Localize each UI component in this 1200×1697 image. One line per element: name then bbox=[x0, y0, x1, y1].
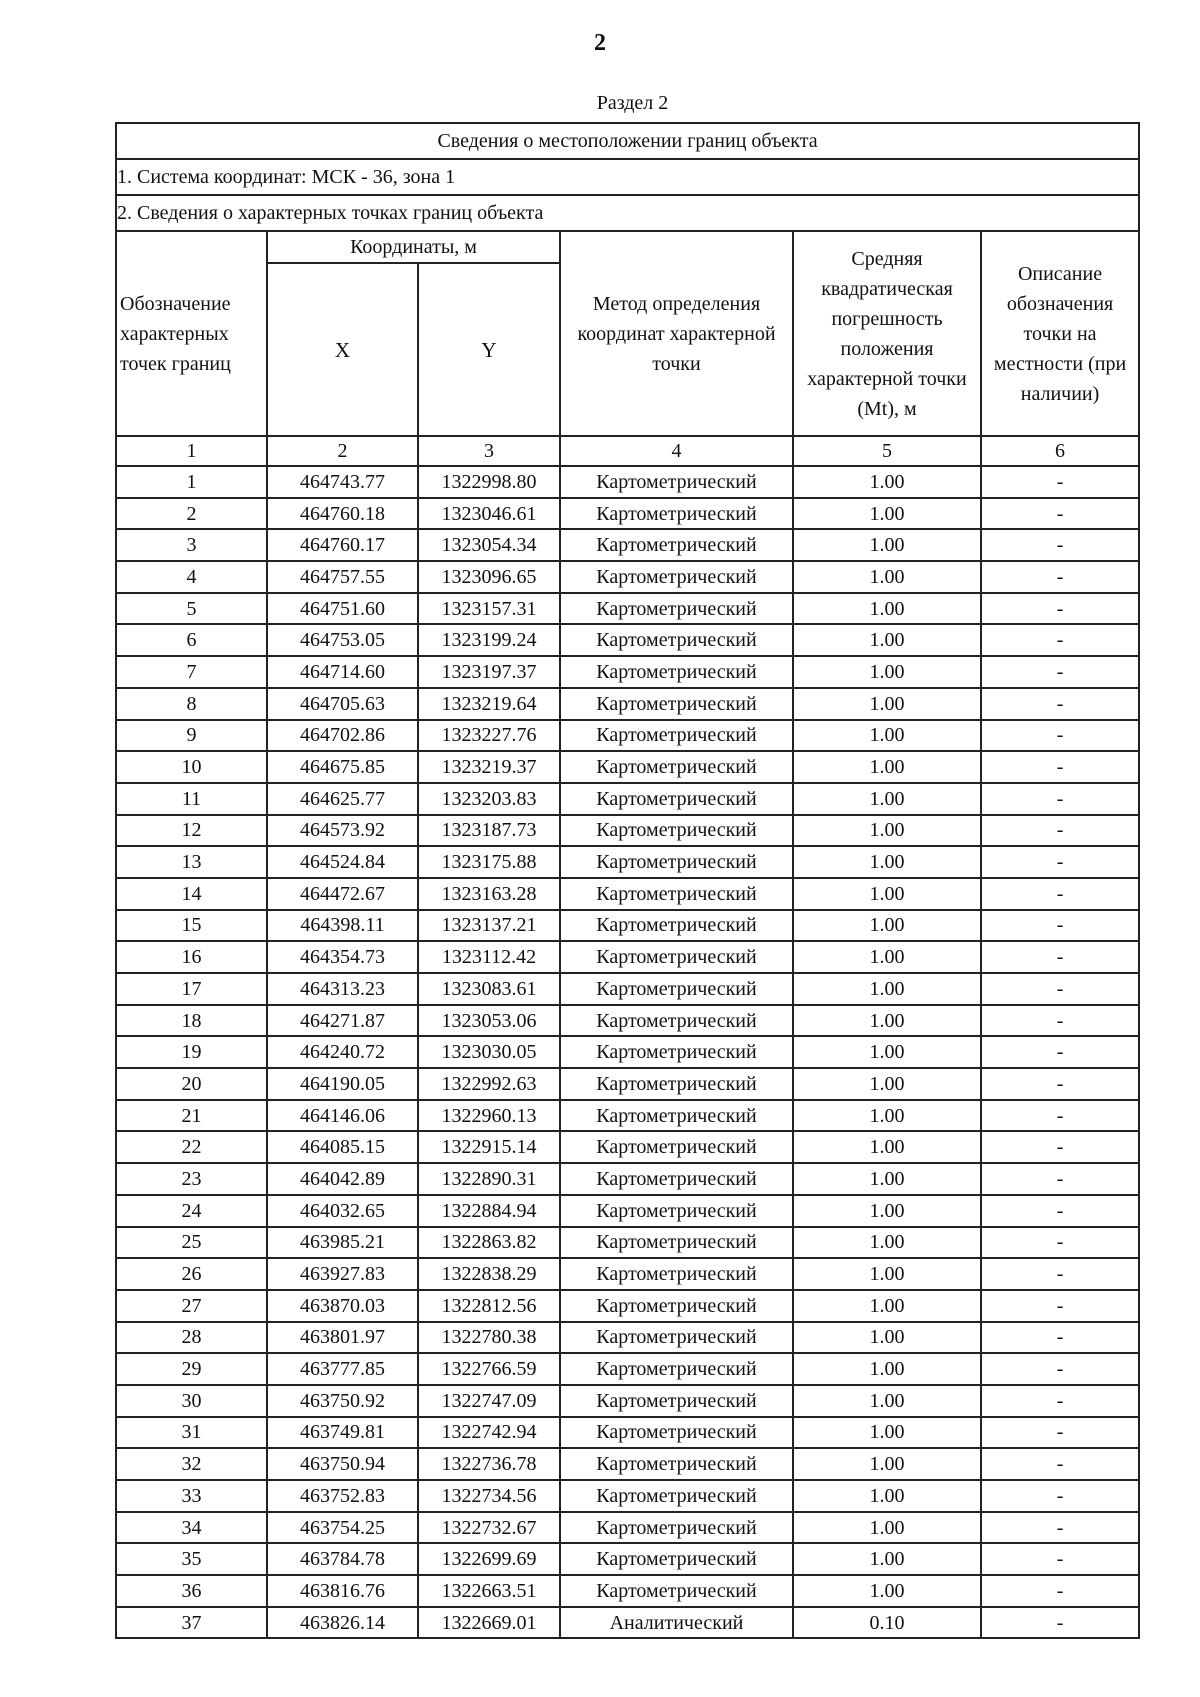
point-number-cell: 11 bbox=[116, 783, 267, 815]
error-cell: 1.00 bbox=[793, 1543, 981, 1575]
description-cell: - bbox=[981, 1227, 1139, 1259]
y-coordinate-cell: 1322736.78 bbox=[418, 1448, 560, 1480]
table-row bbox=[116, 1575, 1139, 1607]
table-row bbox=[116, 1227, 1139, 1259]
y-coordinate-cell: 1323187.73 bbox=[418, 815, 560, 847]
description-cell: - bbox=[981, 1163, 1139, 1195]
description-cell: - bbox=[981, 751, 1139, 783]
point-number-cell: 13 bbox=[116, 846, 267, 878]
point-number-cell: 20 bbox=[116, 1068, 267, 1100]
header-row-top bbox=[116, 231, 1139, 263]
method-cell: Картометрический bbox=[560, 1036, 793, 1068]
description-cell: - bbox=[981, 1385, 1139, 1417]
description-cell: - bbox=[981, 1195, 1139, 1227]
description-cell: - bbox=[981, 720, 1139, 752]
y-coordinate-cell: 1323219.64 bbox=[418, 688, 560, 720]
coordinate-system-row bbox=[116, 159, 1139, 195]
description-cell: - bbox=[981, 1607, 1139, 1639]
y-coordinate-cell: 1323137.21 bbox=[418, 910, 560, 942]
description-cell: - bbox=[981, 1353, 1139, 1385]
method-cell: Картометрический bbox=[560, 624, 793, 656]
x-coordinate-cell: 463749.81 bbox=[267, 1417, 418, 1449]
table-row bbox=[116, 846, 1139, 878]
x-coordinate-cell: 463927.83 bbox=[267, 1258, 418, 1290]
point-number-cell: 22 bbox=[116, 1131, 267, 1163]
description-cell: - bbox=[981, 910, 1139, 942]
table-row bbox=[116, 624, 1139, 656]
point-number-cell: 10 bbox=[116, 751, 267, 783]
point-number-cell: 34 bbox=[116, 1512, 267, 1544]
y-coordinate-cell: 1323046.61 bbox=[418, 498, 560, 530]
method-cell: Картометрический bbox=[560, 1258, 793, 1290]
x-coordinate-cell: 464190.05 bbox=[267, 1068, 418, 1100]
point-number-cell: 33 bbox=[116, 1480, 267, 1512]
table-row bbox=[116, 656, 1139, 688]
method-cell: Картометрический bbox=[560, 783, 793, 815]
description-cell: - bbox=[981, 593, 1139, 625]
point-number-cell: 35 bbox=[116, 1543, 267, 1575]
y-coordinate-cell: 1322747.09 bbox=[418, 1385, 560, 1417]
header-point-designation: Обозначение характерных точек границ bbox=[116, 231, 267, 436]
x-coordinate-cell: 463985.21 bbox=[267, 1227, 418, 1259]
point-number-cell: 4 bbox=[116, 561, 267, 593]
method-cell: Картометрический bbox=[560, 751, 793, 783]
table-title: Сведения о местоположении границ объекта bbox=[116, 123, 1139, 159]
error-cell: 1.00 bbox=[793, 498, 981, 530]
method-cell: Картометрический bbox=[560, 1385, 793, 1417]
method-cell: Картометрический bbox=[560, 1100, 793, 1132]
description-cell: - bbox=[981, 656, 1139, 688]
method-cell: Картометрический bbox=[560, 815, 793, 847]
description-cell: - bbox=[981, 1322, 1139, 1354]
y-coordinate-cell: 1322699.69 bbox=[418, 1543, 560, 1575]
description-cell: - bbox=[981, 1480, 1139, 1512]
table-row bbox=[116, 1353, 1139, 1385]
point-number-cell: 17 bbox=[116, 973, 267, 1005]
coordinate-system: 1. Система координат: МСК - 36, зона 1 bbox=[116, 159, 1139, 195]
description-cell: - bbox=[981, 815, 1139, 847]
point-number-cell: 16 bbox=[116, 941, 267, 973]
y-coordinate-cell: 1322663.51 bbox=[418, 1575, 560, 1607]
method-cell: Картометрический bbox=[560, 1131, 793, 1163]
table-row bbox=[116, 498, 1139, 530]
method-cell: Картометрический bbox=[560, 1512, 793, 1544]
table-row bbox=[116, 1543, 1139, 1575]
y-coordinate-cell: 1322838.29 bbox=[418, 1258, 560, 1290]
x-coordinate-cell: 464240.72 bbox=[267, 1036, 418, 1068]
x-coordinate-cell: 464625.77 bbox=[267, 783, 418, 815]
error-cell: 1.00 bbox=[793, 1512, 981, 1544]
description-cell: - bbox=[981, 466, 1139, 498]
point-number-cell: 30 bbox=[116, 1385, 267, 1417]
method-cell: Картометрический bbox=[560, 1322, 793, 1354]
column-number: 5 bbox=[793, 436, 981, 466]
error-cell: 1.00 bbox=[793, 688, 981, 720]
method-cell: Картометрический bbox=[560, 878, 793, 910]
method-cell: Картометрический bbox=[560, 466, 793, 498]
description-cell: - bbox=[981, 529, 1139, 561]
method-cell: Картометрический bbox=[560, 593, 793, 625]
point-number-cell: 27 bbox=[116, 1290, 267, 1322]
header-coordinates: Координаты, м bbox=[267, 231, 560, 263]
error-cell: 1.00 bbox=[793, 910, 981, 942]
y-coordinate-cell: 1323083.61 bbox=[418, 973, 560, 1005]
x-coordinate-cell: 463754.25 bbox=[267, 1512, 418, 1544]
table-row bbox=[116, 1480, 1139, 1512]
point-number-cell: 18 bbox=[116, 1005, 267, 1037]
table-row bbox=[116, 1036, 1139, 1068]
x-coordinate-cell: 464675.85 bbox=[267, 751, 418, 783]
y-coordinate-cell: 1323157.31 bbox=[418, 593, 560, 625]
method-cell: Картометрический bbox=[560, 846, 793, 878]
point-number-cell: 21 bbox=[116, 1100, 267, 1132]
point-number-cell: 25 bbox=[116, 1227, 267, 1259]
point-number-cell: 15 bbox=[116, 910, 267, 942]
table-row bbox=[116, 973, 1139, 1005]
method-cell: Картометрический bbox=[560, 1448, 793, 1480]
table-row bbox=[116, 941, 1139, 973]
y-coordinate-cell: 1322890.31 bbox=[418, 1163, 560, 1195]
x-coordinate-cell: 464705.63 bbox=[267, 688, 418, 720]
table-row bbox=[116, 1100, 1139, 1132]
y-coordinate-cell: 1322766.59 bbox=[418, 1353, 560, 1385]
error-cell: 1.00 bbox=[793, 1290, 981, 1322]
y-coordinate-cell: 1322669.01 bbox=[418, 1607, 560, 1639]
x-coordinate-cell: 463784.78 bbox=[267, 1543, 418, 1575]
page-number: 2 bbox=[594, 30, 606, 56]
x-coordinate-cell: 464573.92 bbox=[267, 815, 418, 847]
description-cell: - bbox=[981, 1068, 1139, 1100]
table-row bbox=[116, 783, 1139, 815]
table-row bbox=[116, 1005, 1139, 1037]
error-cell: 1.00 bbox=[793, 1005, 981, 1037]
error-cell: 1.00 bbox=[793, 1163, 981, 1195]
error-cell: 1.00 bbox=[793, 1036, 981, 1068]
y-coordinate-cell: 1322734.56 bbox=[418, 1480, 560, 1512]
method-cell: Картометрический bbox=[560, 1543, 793, 1575]
method-cell: Картометрический bbox=[560, 1005, 793, 1037]
method-cell: Картометрический bbox=[560, 656, 793, 688]
error-cell: 1.00 bbox=[793, 1353, 981, 1385]
point-number-cell: 1 bbox=[116, 466, 267, 498]
x-coordinate-cell: 463801.97 bbox=[267, 1322, 418, 1354]
table-body bbox=[116, 466, 1139, 1638]
error-cell: 1.00 bbox=[793, 624, 981, 656]
y-coordinate-cell: 1323163.28 bbox=[418, 878, 560, 910]
point-number-cell: 23 bbox=[116, 1163, 267, 1195]
method-cell: Картометрический bbox=[560, 529, 793, 561]
x-coordinate-cell: 463816.76 bbox=[267, 1575, 418, 1607]
method-cell: Картометрический bbox=[560, 688, 793, 720]
y-coordinate-cell: 1322780.38 bbox=[418, 1322, 560, 1354]
x-coordinate-cell: 463750.92 bbox=[267, 1385, 418, 1417]
description-cell: - bbox=[981, 561, 1139, 593]
y-coordinate-cell: 1323199.24 bbox=[418, 624, 560, 656]
error-cell: 1.00 bbox=[793, 973, 981, 1005]
error-cell: 1.00 bbox=[793, 656, 981, 688]
description-cell: - bbox=[981, 1258, 1139, 1290]
description-cell: - bbox=[981, 1005, 1139, 1037]
error-cell: 1.00 bbox=[793, 720, 981, 752]
table-row bbox=[116, 529, 1139, 561]
header-description: Описание обозначения точки на местности (при наличии) bbox=[981, 231, 1139, 436]
x-coordinate-cell: 464757.55 bbox=[267, 561, 418, 593]
point-number-cell: 29 bbox=[116, 1353, 267, 1385]
column-number: 3 bbox=[418, 436, 560, 466]
y-coordinate-cell: 1322884.94 bbox=[418, 1195, 560, 1227]
description-cell: - bbox=[981, 624, 1139, 656]
y-coordinate-cell: 1322998.80 bbox=[418, 466, 560, 498]
points-heading: 2. Сведения о характерных точках границ объекта bbox=[116, 195, 1139, 231]
error-cell: 1.00 bbox=[793, 1195, 981, 1227]
y-coordinate-cell: 1323054.34 bbox=[418, 529, 560, 561]
error-cell: 1.00 bbox=[793, 1258, 981, 1290]
error-cell: 1.00 bbox=[793, 751, 981, 783]
point-number-cell: 8 bbox=[116, 688, 267, 720]
description-cell: - bbox=[981, 878, 1139, 910]
y-coordinate-cell: 1323219.37 bbox=[418, 751, 560, 783]
x-coordinate-cell: 464760.18 bbox=[267, 498, 418, 530]
error-cell: 1.00 bbox=[793, 1131, 981, 1163]
description-cell: - bbox=[981, 688, 1139, 720]
table-row bbox=[116, 1607, 1139, 1639]
table-row bbox=[116, 1068, 1139, 1100]
table-row bbox=[116, 720, 1139, 752]
error-cell: 1.00 bbox=[793, 1227, 981, 1259]
method-cell: Картометрический bbox=[560, 941, 793, 973]
table-row bbox=[116, 1290, 1139, 1322]
y-coordinate-cell: 1322863.82 bbox=[418, 1227, 560, 1259]
table-row bbox=[116, 910, 1139, 942]
method-cell: Картометрический bbox=[560, 1290, 793, 1322]
method-cell: Картометрический bbox=[560, 1575, 793, 1607]
error-cell: 1.00 bbox=[793, 529, 981, 561]
section-label: Раздел 2 bbox=[596, 92, 669, 114]
description-cell: - bbox=[981, 1417, 1139, 1449]
point-number-cell: 32 bbox=[116, 1448, 267, 1480]
table-row bbox=[116, 1512, 1139, 1544]
y-coordinate-cell: 1322742.94 bbox=[418, 1417, 560, 1449]
table-row bbox=[116, 878, 1139, 910]
header-y: Y bbox=[418, 263, 560, 436]
x-coordinate-cell: 464760.17 bbox=[267, 529, 418, 561]
description-cell: - bbox=[981, 846, 1139, 878]
point-number-cell: 24 bbox=[116, 1195, 267, 1227]
description-cell: - bbox=[981, 1100, 1139, 1132]
error-cell: 1.00 bbox=[793, 1448, 981, 1480]
point-number-cell: 28 bbox=[116, 1322, 267, 1354]
table-row bbox=[116, 815, 1139, 847]
x-coordinate-cell: 464751.60 bbox=[267, 593, 418, 625]
description-cell: - bbox=[981, 973, 1139, 1005]
table-row bbox=[116, 1258, 1139, 1290]
header-x: X bbox=[267, 263, 418, 436]
description-cell: - bbox=[981, 1512, 1139, 1544]
error-cell: 1.00 bbox=[793, 1322, 981, 1354]
description-cell: - bbox=[981, 1575, 1139, 1607]
table-row bbox=[116, 561, 1139, 593]
table-row bbox=[116, 1163, 1139, 1195]
error-cell: 1.00 bbox=[793, 1480, 981, 1512]
column-number: 1 bbox=[116, 436, 267, 466]
boundary-table bbox=[115, 122, 1140, 1639]
description-cell: - bbox=[981, 1543, 1139, 1575]
error-cell: 0.10 bbox=[793, 1607, 981, 1639]
description-cell: - bbox=[981, 1036, 1139, 1068]
description-cell: - bbox=[981, 1290, 1139, 1322]
point-number-cell: 37 bbox=[116, 1607, 267, 1639]
x-coordinate-cell: 464354.73 bbox=[267, 941, 418, 973]
method-cell: Картометрический bbox=[560, 720, 793, 752]
column-number: 6 bbox=[981, 436, 1139, 466]
method-cell: Картометрический bbox=[560, 1163, 793, 1195]
point-number-cell: 9 bbox=[116, 720, 267, 752]
table-row bbox=[116, 593, 1139, 625]
point-number-cell: 26 bbox=[116, 1258, 267, 1290]
table-row bbox=[116, 466, 1139, 498]
y-coordinate-cell: 1322960.13 bbox=[418, 1100, 560, 1132]
method-cell: Картометрический bbox=[560, 498, 793, 530]
error-cell: 1.00 bbox=[793, 815, 981, 847]
column-number: 4 bbox=[560, 436, 793, 466]
x-coordinate-cell: 464714.60 bbox=[267, 656, 418, 688]
error-cell: 1.00 bbox=[793, 846, 981, 878]
y-coordinate-cell: 1322732.67 bbox=[418, 1512, 560, 1544]
method-cell: Картометрический bbox=[560, 910, 793, 942]
error-cell: 1.00 bbox=[793, 1385, 981, 1417]
method-cell: Картометрический bbox=[560, 1353, 793, 1385]
table-row bbox=[116, 688, 1139, 720]
table-row bbox=[116, 1385, 1139, 1417]
table-row bbox=[116, 1448, 1139, 1480]
header-method: Метод определения координат характерной точки bbox=[560, 231, 793, 436]
x-coordinate-cell: 464524.84 bbox=[267, 846, 418, 878]
x-coordinate-cell: 464146.06 bbox=[267, 1100, 418, 1132]
point-number-cell: 19 bbox=[116, 1036, 267, 1068]
points-heading-row bbox=[116, 195, 1139, 231]
y-coordinate-cell: 1323112.42 bbox=[418, 941, 560, 973]
table-row bbox=[116, 1322, 1139, 1354]
table-row bbox=[116, 751, 1139, 783]
point-number-cell: 2 bbox=[116, 498, 267, 530]
x-coordinate-cell: 464032.65 bbox=[267, 1195, 418, 1227]
x-coordinate-cell: 464753.05 bbox=[267, 624, 418, 656]
y-coordinate-cell: 1323197.37 bbox=[418, 656, 560, 688]
method-cell: Картометрический bbox=[560, 973, 793, 1005]
method-cell: Картометрический bbox=[560, 561, 793, 593]
error-cell: 1.00 bbox=[793, 941, 981, 973]
x-coordinate-cell: 463777.85 bbox=[267, 1353, 418, 1385]
column-number: 2 bbox=[267, 436, 418, 466]
x-coordinate-cell: 463752.83 bbox=[267, 1480, 418, 1512]
error-cell: 1.00 bbox=[793, 878, 981, 910]
point-number-cell: 3 bbox=[116, 529, 267, 561]
x-coordinate-cell: 464743.77 bbox=[267, 466, 418, 498]
y-coordinate-cell: 1322992.63 bbox=[418, 1068, 560, 1100]
column-number-row bbox=[116, 436, 1139, 466]
method-cell: Картометрический bbox=[560, 1227, 793, 1259]
x-coordinate-cell: 464472.67 bbox=[267, 878, 418, 910]
description-cell: - bbox=[981, 1131, 1139, 1163]
y-coordinate-cell: 1322812.56 bbox=[418, 1290, 560, 1322]
table-row bbox=[116, 1195, 1139, 1227]
y-coordinate-cell: 1323030.05 bbox=[418, 1036, 560, 1068]
method-cell: Картометрический bbox=[560, 1417, 793, 1449]
description-cell: - bbox=[981, 941, 1139, 973]
error-cell: 1.00 bbox=[793, 1068, 981, 1100]
x-coordinate-cell: 464702.86 bbox=[267, 720, 418, 752]
error-cell: 1.00 bbox=[793, 783, 981, 815]
error-cell: 1.00 bbox=[793, 1575, 981, 1607]
error-cell: 1.00 bbox=[793, 466, 981, 498]
y-coordinate-cell: 1322915.14 bbox=[418, 1131, 560, 1163]
x-coordinate-cell: 464085.15 bbox=[267, 1131, 418, 1163]
point-number-cell: 7 bbox=[116, 656, 267, 688]
error-cell: 1.00 bbox=[793, 1417, 981, 1449]
point-number-cell: 6 bbox=[116, 624, 267, 656]
method-cell: Аналитический bbox=[560, 1607, 793, 1639]
description-cell: - bbox=[981, 498, 1139, 530]
x-coordinate-cell: 464271.87 bbox=[267, 1005, 418, 1037]
description-cell: - bbox=[981, 1448, 1139, 1480]
y-coordinate-cell: 1323096.65 bbox=[418, 561, 560, 593]
y-coordinate-cell: 1323053.06 bbox=[418, 1005, 560, 1037]
error-cell: 1.00 bbox=[793, 593, 981, 625]
point-number-cell: 5 bbox=[116, 593, 267, 625]
x-coordinate-cell: 464313.23 bbox=[267, 973, 418, 1005]
error-cell: 1.00 bbox=[793, 561, 981, 593]
y-coordinate-cell: 1323203.83 bbox=[418, 783, 560, 815]
description-cell: - bbox=[981, 783, 1139, 815]
method-cell: Картометрический bbox=[560, 1068, 793, 1100]
point-number-cell: 12 bbox=[116, 815, 267, 847]
method-cell: Картометрический bbox=[560, 1195, 793, 1227]
x-coordinate-cell: 463870.03 bbox=[267, 1290, 418, 1322]
x-coordinate-cell: 464042.89 bbox=[267, 1163, 418, 1195]
table-row bbox=[116, 1417, 1139, 1449]
x-coordinate-cell: 463826.14 bbox=[267, 1607, 418, 1639]
error-cell: 1.00 bbox=[793, 1100, 981, 1132]
table-row bbox=[116, 1131, 1139, 1163]
x-coordinate-cell: 464398.11 bbox=[267, 910, 418, 942]
header-error: Средняя квадратическая погрешность положения характерной точки (Mt), м bbox=[793, 231, 981, 436]
y-coordinate-cell: 1323227.76 bbox=[418, 720, 560, 752]
title-row bbox=[116, 123, 1139, 159]
x-coordinate-cell: 463750.94 bbox=[267, 1448, 418, 1480]
y-coordinate-cell: 1323175.88 bbox=[418, 846, 560, 878]
point-number-cell: 36 bbox=[116, 1575, 267, 1607]
point-number-cell: 14 bbox=[116, 878, 267, 910]
method-cell: Картометрический bbox=[560, 1480, 793, 1512]
point-number-cell: 31 bbox=[116, 1417, 267, 1449]
